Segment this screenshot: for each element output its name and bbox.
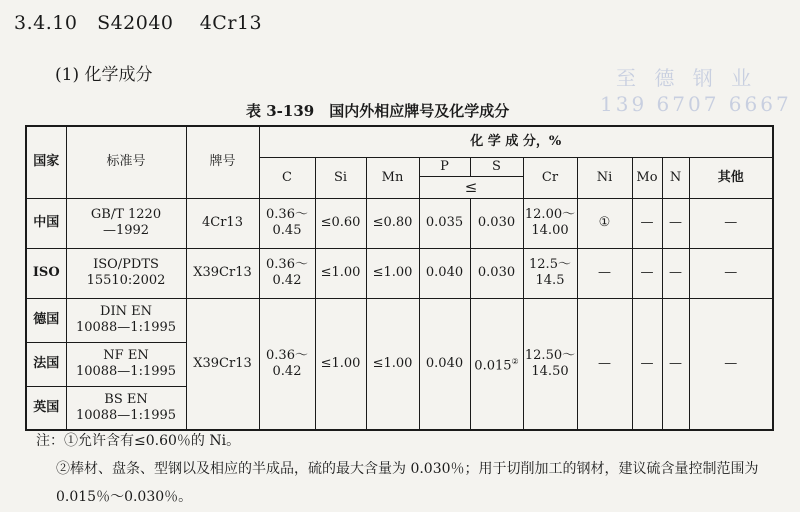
- cell-s: 0.030: [470, 198, 523, 248]
- cell-country: 英国: [26, 386, 66, 430]
- header-mo: Mo: [632, 157, 662, 198]
- cell-s: 0.030: [470, 248, 523, 298]
- cell-standard: GB/T 1220 —1992: [66, 198, 186, 248]
- section-number: 3.4.10: [14, 12, 78, 34]
- cell-mo: —: [632, 248, 662, 298]
- watermark-phone: 139 6707 6667: [600, 92, 792, 116]
- cell-other: —: [689, 248, 773, 298]
- footnote-2-cont: 0.015％～0.030％。: [56, 489, 193, 505]
- section-title: [14, 12, 262, 34]
- header-mn: Mn: [366, 157, 419, 198]
- header-n: N: [662, 157, 689, 198]
- table-caption: 表 3-139 国内外相应牌号及化学成分: [246, 102, 510, 120]
- footnote-marker: ②: [511, 356, 519, 366]
- header-grade: 牌号: [186, 126, 259, 198]
- cell-ni: —: [577, 298, 632, 430]
- cell-p: 0.040: [419, 298, 470, 430]
- cell-cr: 12.5～ 14.5: [523, 248, 577, 298]
- header-s: S: [470, 157, 523, 176]
- header-country: 国家: [26, 126, 66, 198]
- table-row: [26, 298, 773, 342]
- footnote-2: ②棒材、盘条、型钢以及相应的半成品，硫的最大含量为 0.030％；用于切削加工的钢材，建议硫含量控制范围为: [56, 461, 759, 477]
- cell-mn: ≤0.80: [366, 198, 419, 248]
- cell-grade: 4Cr13: [186, 198, 259, 248]
- cell-standard: NF EN 10088—1:1995: [66, 342, 186, 386]
- table-row: [26, 198, 773, 248]
- watermark-name: 至 德 钢 业: [616, 66, 758, 90]
- cell-p: 0.040: [419, 248, 470, 298]
- cell-grade: X39Cr13: [186, 298, 259, 430]
- header-ni: Ni: [577, 157, 632, 198]
- cell-n: —: [662, 298, 689, 430]
- cell-ni: ①: [577, 198, 632, 248]
- header-composition: 化 学 成 分，%: [259, 126, 773, 157]
- cell-ni: —: [577, 248, 632, 298]
- cell-country: 德国: [26, 298, 66, 342]
- header-row-1: [26, 126, 773, 157]
- cell-si: ≤1.00: [315, 298, 366, 430]
- cell-mo: —: [632, 198, 662, 248]
- header-other: 其他: [689, 157, 773, 198]
- section-grade: 4Cr13: [199, 12, 263, 34]
- cell-c: 0.36～ 0.42: [259, 248, 315, 298]
- cell-other: —: [689, 198, 773, 248]
- composition-table: [25, 125, 774, 431]
- cell-mn: ≤1.00: [366, 248, 419, 298]
- table-row: [26, 248, 773, 298]
- header-max: ≤: [419, 176, 523, 198]
- cell-grade: X39Cr13: [186, 248, 259, 298]
- cell-country: ISO: [26, 248, 66, 298]
- cell-n: —: [662, 198, 689, 248]
- cell-standard: ISO/PDTS 15510:2002: [66, 248, 186, 298]
- cell-standard: BS EN 10088—1:1995: [66, 386, 186, 430]
- cell-standard: DIN EN 10088—1:1995: [66, 298, 186, 342]
- subsection-title: (1) 化学成分: [55, 65, 153, 85]
- header-p: P: [419, 157, 470, 176]
- cell-p: 0.035: [419, 198, 470, 248]
- cell-country: 中国: [26, 198, 66, 248]
- footnote-1: 注：①允许含有≤0.60％的 Ni。: [36, 433, 241, 449]
- section-code: S42040: [97, 12, 174, 34]
- cell-si: ≤0.60: [315, 198, 366, 248]
- header-si: Si: [315, 157, 366, 198]
- cell-country: 法国: [26, 342, 66, 386]
- cell-cr: 12.00～ 14.00: [523, 198, 577, 248]
- header-c: C: [259, 157, 315, 198]
- cell-si: ≤1.00: [315, 248, 366, 298]
- header-standard: 标准号: [66, 126, 186, 198]
- cell-other: —: [689, 298, 773, 430]
- cell-cr: 12.50～ 14.50: [523, 298, 577, 430]
- cell-c: 0.36～ 0.42: [259, 298, 315, 430]
- cell-n: —: [662, 248, 689, 298]
- cell-s: 0.015②: [470, 298, 523, 430]
- cell-c: 0.36～ 0.45: [259, 198, 315, 248]
- cell-mn: ≤1.00: [366, 298, 419, 430]
- cell-mo: —: [632, 298, 662, 430]
- header-cr: Cr: [523, 157, 577, 198]
